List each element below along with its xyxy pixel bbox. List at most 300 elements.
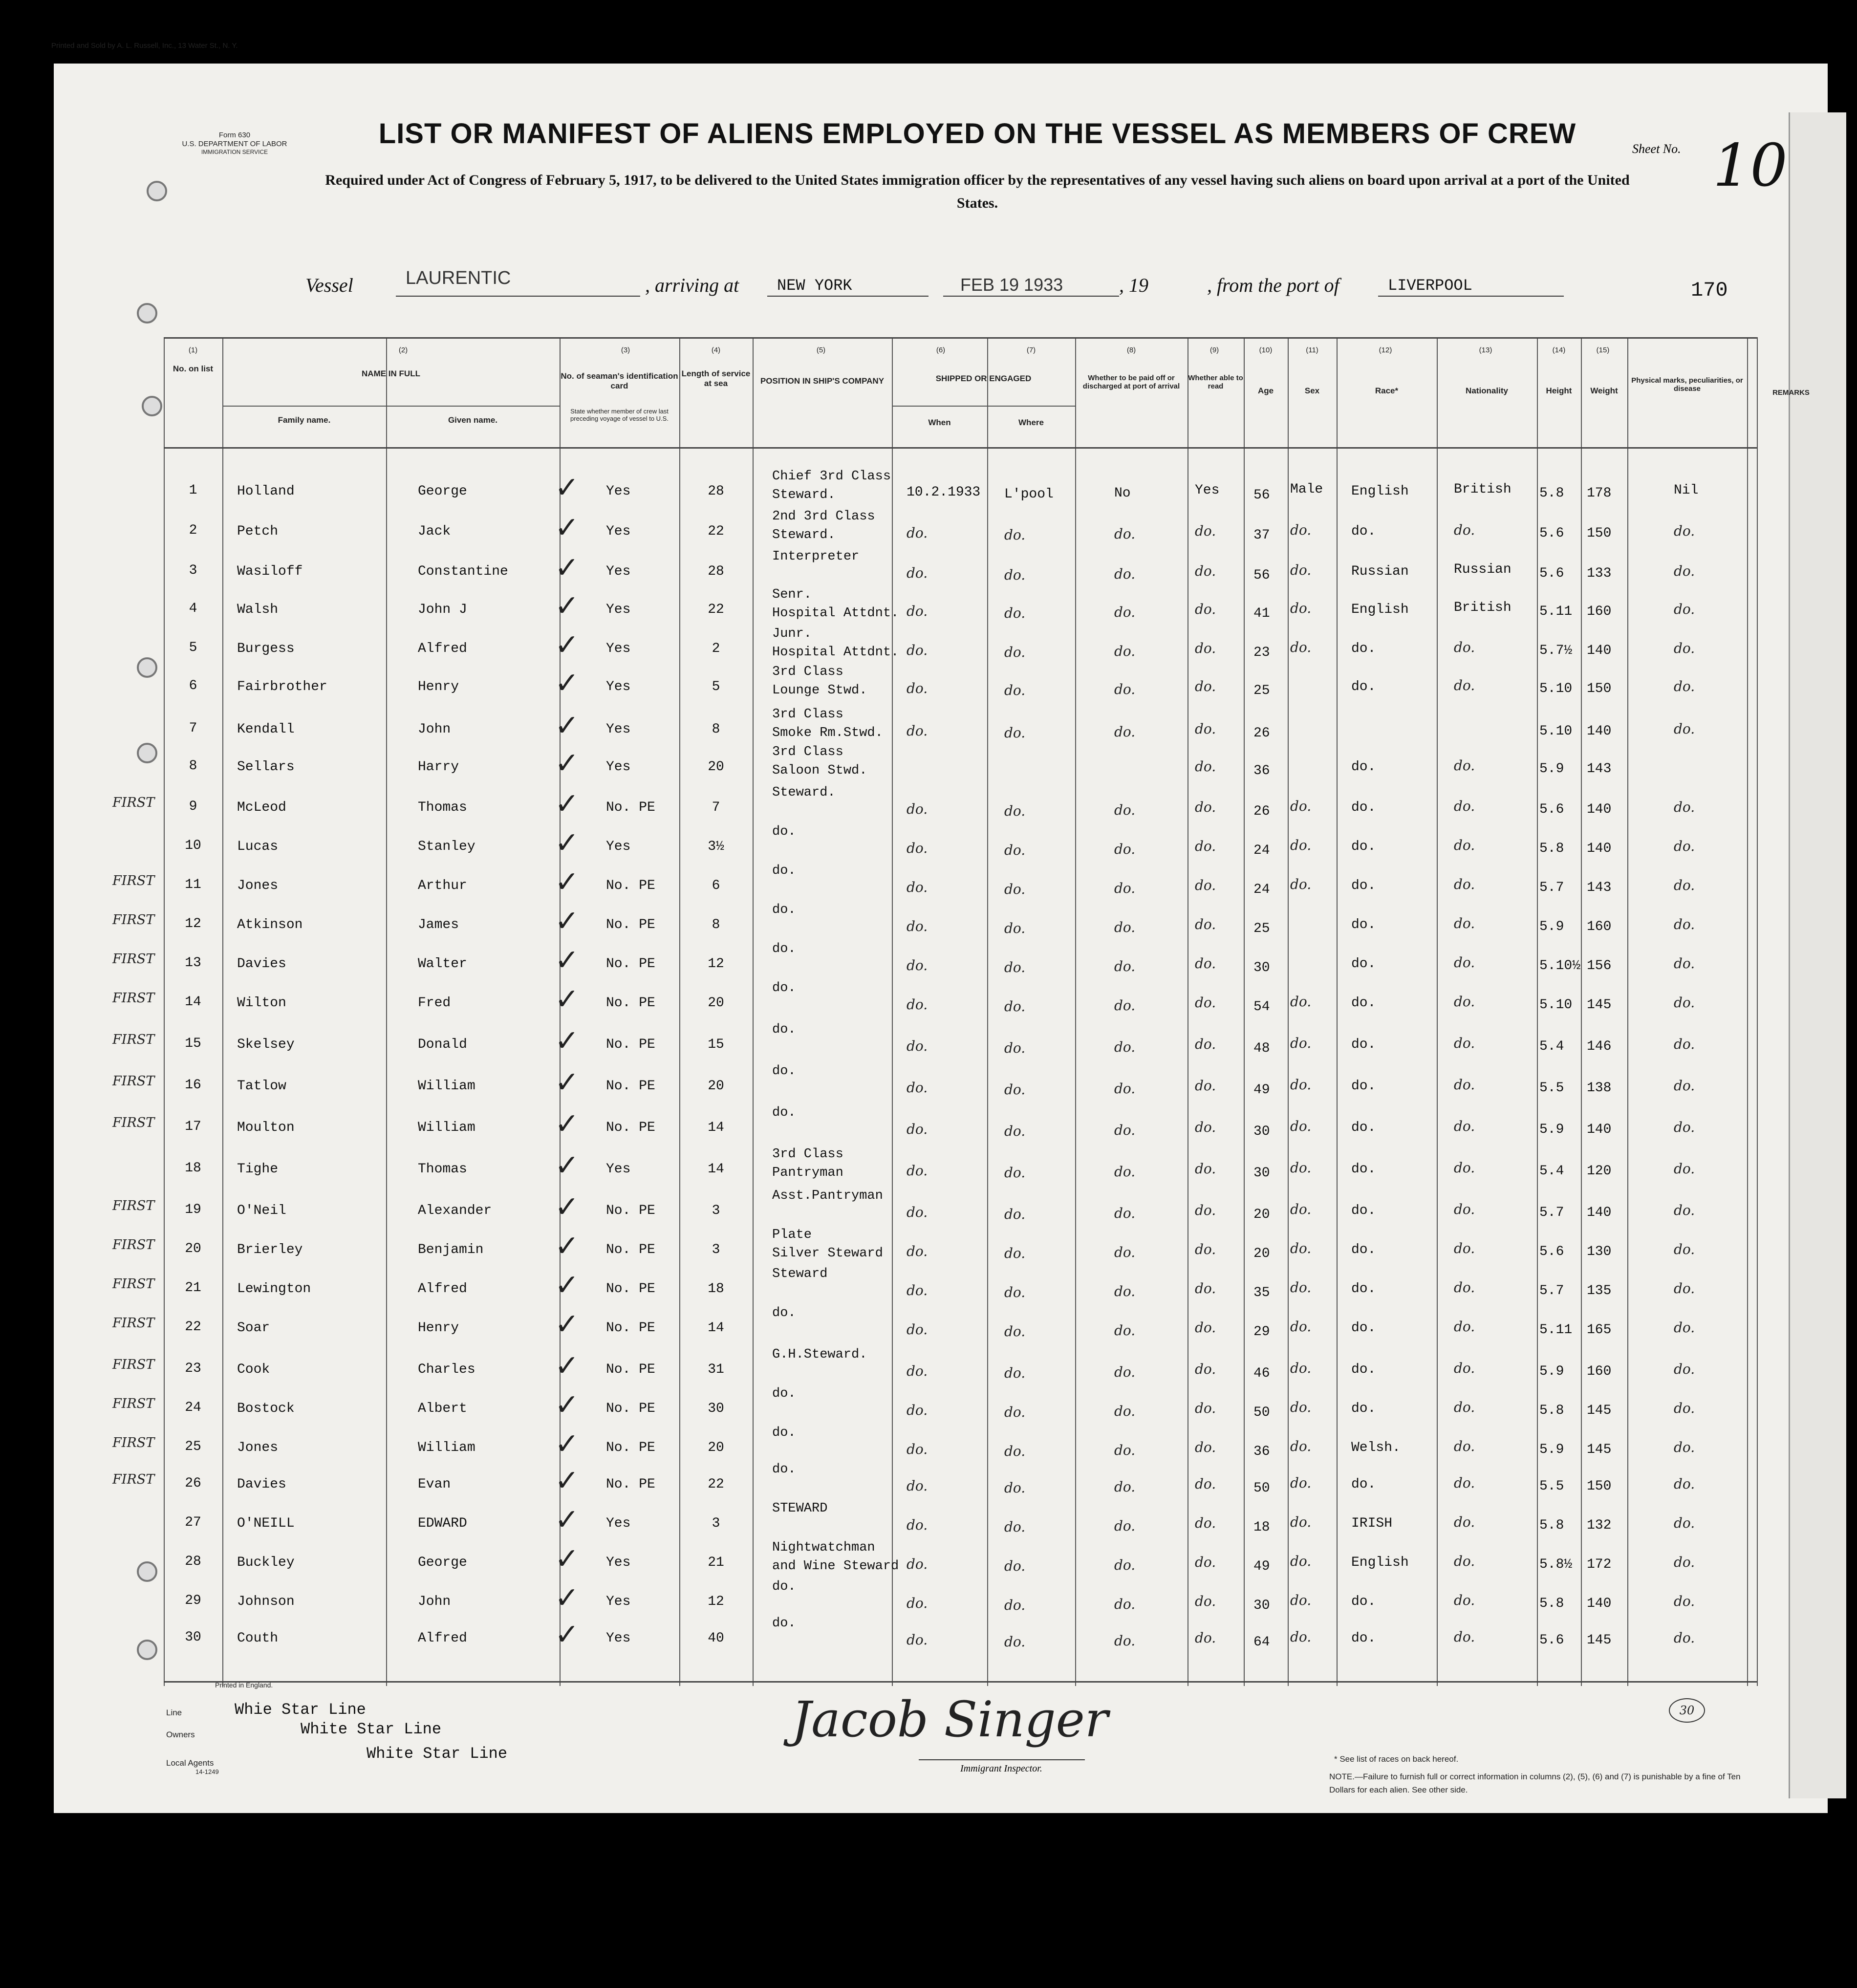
- paid-off: do.: [1114, 1322, 1136, 1339]
- shipped-when: do.: [907, 1282, 928, 1298]
- age: 25: [1253, 683, 1270, 698]
- able-to-read: do.: [1195, 1361, 1216, 1377]
- given-name: Albert: [418, 1401, 467, 1416]
- weight: 138: [1587, 1080, 1612, 1096]
- shipped-where: do.: [1004, 605, 1026, 621]
- shipped-where: do.: [1004, 1323, 1026, 1340]
- check-mark-icon: ✓: [555, 1388, 580, 1422]
- no-on-list-header: No. on list: [173, 364, 214, 373]
- remarks-header: REMARKS: [1772, 389, 1810, 397]
- sex: do.: [1290, 798, 1312, 814]
- age: 56: [1253, 488, 1270, 503]
- paid-off: do.: [1114, 802, 1136, 818]
- family-name: Sellars: [237, 759, 295, 775]
- position-line-1: 3rd Class: [772, 707, 843, 722]
- weight: 150: [1587, 526, 1612, 541]
- shipped-where: do.: [1004, 1634, 1026, 1650]
- shipped-where: do.: [1004, 682, 1026, 698]
- check-mark-icon: ✓: [555, 1464, 580, 1498]
- race: do.: [1351, 1281, 1376, 1297]
- able-to-read: do.: [1195, 1119, 1216, 1135]
- position-line-1: do.: [772, 1462, 796, 1477]
- race: do.: [1351, 1362, 1376, 1377]
- length-of-service: 40: [708, 1631, 724, 1646]
- shipped-when: do.: [907, 1595, 928, 1611]
- column-number: (11): [1306, 346, 1318, 354]
- age: 30: [1253, 1124, 1270, 1139]
- check-mark-icon: ✓: [555, 1268, 580, 1302]
- age-header: Age: [1257, 386, 1274, 395]
- shipped-where: do.: [1004, 1443, 1026, 1459]
- sex: do.: [1290, 1077, 1312, 1093]
- given-name: Benjamin: [418, 1242, 484, 1257]
- length-of-service: 20: [708, 1079, 724, 1094]
- length-of-service: 12: [708, 956, 724, 972]
- inspector-signature: Jacob Singer: [792, 1691, 1108, 1748]
- length-of-service: 22: [708, 1477, 724, 1492]
- paid-off: do.: [1114, 1557, 1136, 1573]
- sex: do.: [1290, 600, 1312, 616]
- length-of-service: 15: [708, 1037, 724, 1052]
- physical-marks: do.: [1674, 1119, 1695, 1135]
- from-port: LIVERPOOL: [1388, 277, 1472, 295]
- race: do.: [1351, 1120, 1376, 1135]
- paid-off: do.: [1114, 1518, 1136, 1534]
- shipped-when: do.: [907, 1441, 928, 1457]
- length-of-service: 21: [708, 1555, 724, 1570]
- length-of-service: 5: [712, 679, 720, 694]
- given-name: Harry: [418, 759, 459, 775]
- printed-in: Printed in England.: [215, 1681, 273, 1689]
- shipped-when: do.: [907, 1243, 928, 1259]
- seaman-note-header: State whether member of crew last preceding voyage of vessel to U.S.: [570, 408, 669, 422]
- able-to-read: do.: [1195, 877, 1216, 893]
- family-name: Brierley: [237, 1242, 303, 1257]
- position-line-1: Senr.: [772, 587, 812, 602]
- position-line-2: Pantryman: [772, 1166, 843, 1180]
- shipped-where: do.: [1004, 881, 1026, 897]
- document-title: LIST OR MANIFEST OF ALIENS EMPLOYED ON THE VESSEL AS MEMBERS OF CREW: [378, 118, 1576, 150]
- sex: do.: [1290, 1438, 1312, 1454]
- shipped-where: do.: [1004, 998, 1026, 1015]
- able-to-read: do.: [1195, 1241, 1216, 1257]
- given-name: Fred: [418, 995, 451, 1011]
- sex: do.: [1290, 1118, 1312, 1134]
- paid-off: do.: [1114, 1039, 1136, 1055]
- penalty-note: NOTE.—Failure to furnish full or correct information in columns (2), (5), (6) and (7) is punishable by a fine of Ten Dollars for each alien. See other side.: [1329, 1772, 1741, 1795]
- check-mark-icon: ✓: [555, 1307, 580, 1341]
- weight: 160: [1587, 919, 1612, 934]
- nationality: do.: [1454, 522, 1475, 538]
- shipped-where: do.: [1004, 1245, 1026, 1261]
- shipped-where: do.: [1004, 1558, 1026, 1574]
- column-number: (15): [1596, 346, 1610, 354]
- race: Welsh.: [1351, 1440, 1401, 1455]
- weight: 165: [1587, 1322, 1612, 1338]
- name-in-full-header: NAME IN FULL: [362, 369, 420, 378]
- seaman-card-status: Yes: [606, 722, 631, 737]
- family-name: Walsh: [237, 602, 279, 617]
- weight: 178: [1587, 486, 1612, 501]
- position-line-1: Interpreter: [772, 549, 860, 564]
- shipped-where: do.: [1004, 842, 1026, 858]
- given-name: William: [418, 1120, 475, 1135]
- row-number: 11: [185, 877, 201, 892]
- sex-header: Sex: [1304, 386, 1320, 395]
- seaman-card-status: Yes: [606, 484, 631, 499]
- sex: do.: [1290, 837, 1312, 853]
- first-voyage-mark: FIRST: [112, 991, 155, 1006]
- weight: 140: [1587, 1205, 1612, 1220]
- age: 49: [1253, 1559, 1270, 1574]
- first-voyage-mark: FIRST: [112, 951, 155, 967]
- length-of-service: 14: [708, 1120, 724, 1135]
- shipped-when: do.: [907, 525, 928, 541]
- weight: 145: [1587, 1403, 1612, 1418]
- physical-marks: do.: [1674, 721, 1695, 737]
- position-line-1: Junr.: [772, 627, 812, 641]
- table-rule: [164, 447, 1757, 449]
- first-voyage-mark: FIRST: [112, 1237, 155, 1253]
- weight: 130: [1587, 1244, 1612, 1259]
- column-divider: [1337, 337, 1338, 1686]
- check-mark-icon: ✓: [555, 1349, 580, 1383]
- physical-marks: do.: [1674, 838, 1695, 854]
- able-to-read: do.: [1195, 678, 1216, 694]
- seaman-card-status: Yes: [606, 839, 631, 854]
- family-name: Davies: [237, 1477, 286, 1492]
- sex: do.: [1290, 1160, 1312, 1176]
- row-number: 28: [185, 1554, 201, 1569]
- service: IMMIGRATION SERVICE: [201, 149, 268, 155]
- shipped-where: do.: [1004, 920, 1026, 936]
- row-number: 1: [189, 483, 197, 498]
- able-to-read: do.: [1195, 838, 1216, 854]
- given-name: Henry: [418, 1320, 459, 1336]
- column-divider: [892, 337, 893, 1686]
- subheader-rule: [892, 406, 1075, 407]
- document-subtitle: Required under Act of Congress of February 5, 1917, to be delivered to the United States immigration officer by the representatives of any vessel having such aliens on board upon arrival at a port of the United States.: [325, 172, 1630, 211]
- shipped-where: L'pool: [1004, 487, 1054, 502]
- race: English: [1351, 484, 1409, 499]
- position-line-1: Chief 3rd Class: [772, 469, 891, 484]
- check-mark-icon: ✓: [555, 471, 580, 505]
- punch-hole: [142, 396, 162, 416]
- column-number: (14): [1552, 346, 1566, 354]
- length-of-service: 18: [708, 1281, 724, 1297]
- form-block: [166, 131, 303, 155]
- seaman-card-status: No. PE: [606, 1242, 655, 1257]
- first-voyage-mark: FIRST: [112, 1396, 155, 1411]
- family-name: Jones: [237, 1440, 279, 1455]
- nationality: do.: [1454, 1077, 1475, 1093]
- row-number: 23: [185, 1361, 201, 1376]
- physical-marks: do.: [1674, 1078, 1695, 1094]
- column-divider: [1747, 337, 1748, 1686]
- height: 5.5: [1539, 1479, 1564, 1494]
- row-number: 13: [185, 955, 201, 971]
- column-divider: [1244, 337, 1245, 1686]
- column-number: (5): [816, 346, 826, 354]
- physical-marks: do.: [1674, 1202, 1695, 1218]
- nationality: do.: [1454, 1118, 1475, 1134]
- nationality: do.: [1454, 639, 1475, 655]
- age: 26: [1253, 804, 1270, 819]
- first-voyage-mark: FIRST: [112, 1435, 155, 1450]
- age: 35: [1253, 1285, 1270, 1300]
- length-of-service: 8: [712, 722, 720, 737]
- check-mark-icon: ✓: [555, 746, 580, 780]
- able-to-read: do.: [1195, 799, 1216, 815]
- physical-marks: do.: [1674, 523, 1695, 539]
- position-line-1: do.: [772, 1064, 796, 1079]
- seaman-card-status: No. PE: [606, 1120, 655, 1135]
- seaman-card-status: No. PE: [606, 1079, 655, 1094]
- seaman-card-status: No. PE: [606, 1401, 655, 1416]
- check-mark-icon: ✓: [555, 1148, 580, 1183]
- paid-off: do.: [1114, 880, 1136, 896]
- column-divider: [386, 337, 387, 1686]
- given-name: Jack: [418, 524, 451, 539]
- paid-off: do.: [1114, 566, 1136, 582]
- seaman-card-status: No. PE: [606, 995, 655, 1011]
- family-name: Burgess: [237, 641, 295, 656]
- check-mark-icon: ✓: [555, 904, 580, 938]
- column-number: (2): [398, 346, 408, 354]
- given-name: George: [418, 484, 467, 499]
- paid-off: do.: [1114, 1164, 1136, 1180]
- seaman-card-status: No. PE: [606, 956, 655, 972]
- weight: 146: [1587, 1039, 1612, 1054]
- nationality: do.: [1454, 757, 1475, 774]
- sex: do.: [1290, 876, 1312, 892]
- length-of-service: 7: [712, 800, 720, 815]
- able-to-read: do.: [1195, 1036, 1216, 1052]
- position-line-1: do.: [772, 864, 796, 878]
- position-line-1: 2nd 3rd Class: [772, 509, 875, 524]
- shipped-when: do.: [907, 1163, 928, 1179]
- position-line-2: Saloon Stwd.: [772, 763, 867, 778]
- sex: do.: [1290, 994, 1312, 1010]
- column-divider: [1537, 337, 1538, 1686]
- nationality: British: [1454, 600, 1512, 615]
- given-name: Charles: [418, 1362, 475, 1377]
- able-to-read: do.: [1195, 523, 1216, 539]
- age: 64: [1253, 1635, 1270, 1650]
- family-name-header: Family name.: [278, 415, 331, 425]
- race: do.: [1351, 1631, 1376, 1646]
- check-mark-icon: ✓: [555, 982, 580, 1016]
- nationality: do.: [1454, 1201, 1475, 1217]
- row-number: 27: [185, 1515, 201, 1530]
- punch-hole: [137, 1640, 157, 1660]
- paid-off: do.: [1114, 724, 1136, 740]
- paid-off: do.: [1114, 1364, 1136, 1380]
- column-number: (13): [1479, 346, 1492, 354]
- able-to-read: do.: [1195, 1476, 1216, 1492]
- paid-off: do.: [1114, 526, 1136, 542]
- race: do.: [1351, 800, 1376, 815]
- height: 5.6: [1539, 526, 1564, 541]
- check-mark-icon: ✓: [555, 709, 580, 743]
- length-of-service: 6: [712, 878, 720, 893]
- able-to-read: do.: [1195, 1439, 1216, 1455]
- vessel-name: LAURENTIC: [406, 268, 511, 288]
- paid-off: do.: [1114, 997, 1136, 1014]
- height: 5.10½: [1539, 958, 1581, 973]
- agents-code: 14-1249: [195, 1768, 219, 1775]
- date-stamp: FEB 19 1933: [960, 275, 1063, 295]
- check-mark-icon: ✓: [555, 1427, 580, 1461]
- check-mark-icon: ✓: [555, 666, 580, 700]
- shipped-where: do.: [1004, 1597, 1026, 1613]
- paid-off: do.: [1114, 1633, 1136, 1649]
- able-to-read: do.: [1195, 563, 1216, 579]
- physical-marks: do.: [1674, 916, 1695, 932]
- page-code: 170: [1691, 279, 1728, 302]
- family-name: McLeod: [237, 800, 286, 815]
- physical-marks: do.: [1674, 1593, 1695, 1609]
- seaman-card-status: No. PE: [606, 800, 655, 815]
- given-name: Thomas: [418, 1162, 467, 1177]
- position-line-2: Smoke Rm.Stwd.: [772, 726, 883, 740]
- physical-marks: do.: [1674, 1319, 1695, 1336]
- nationality: British: [1454, 482, 1512, 497]
- seaman-card-status: Yes: [606, 1555, 631, 1570]
- race: English: [1351, 1555, 1409, 1570]
- able-to-read: do.: [1195, 1593, 1216, 1609]
- sex: do.: [1290, 1475, 1312, 1491]
- family-name: Bostock: [237, 1401, 295, 1416]
- weight: 143: [1587, 761, 1612, 777]
- physical-marks-header: Physical marks, peculiarities, or disease: [1631, 376, 1743, 393]
- column-divider: [753, 337, 754, 1686]
- weight: 140: [1587, 724, 1612, 739]
- able-to-read: do.: [1195, 1202, 1216, 1218]
- able-to-read: do.: [1195, 640, 1216, 656]
- column-divider: [222, 337, 223, 1686]
- first-voyage-mark: FIRST: [112, 1074, 155, 1089]
- given-name: John J: [418, 602, 467, 617]
- column-divider: [987, 337, 988, 1686]
- age: 41: [1253, 606, 1270, 621]
- height: 5.8: [1539, 1596, 1564, 1611]
- family-name: Moulton: [237, 1120, 295, 1135]
- weight: 120: [1587, 1164, 1612, 1179]
- physical-marks: Nil: [1674, 483, 1699, 498]
- weight: 160: [1587, 604, 1612, 619]
- check-mark-icon: ✓: [555, 1503, 580, 1537]
- able-to-read: do.: [1195, 721, 1216, 737]
- column-divider: [1288, 337, 1289, 1686]
- punch-hole: [147, 181, 167, 201]
- first-voyage-mark: FIRST: [112, 1198, 155, 1213]
- shipped-when: do.: [907, 1556, 928, 1572]
- shipped-when: do.: [907, 879, 928, 895]
- given-name: George: [418, 1555, 467, 1570]
- height: 5.5: [1539, 1080, 1564, 1096]
- position-line-2: Steward.: [772, 488, 836, 502]
- given-name: Alfred: [418, 1631, 467, 1646]
- family-name: Buckley: [237, 1555, 295, 1570]
- nationality: do.: [1454, 1035, 1475, 1051]
- able-to-read: do.: [1195, 1515, 1216, 1531]
- race: do.: [1351, 1594, 1376, 1609]
- row-number: 2: [189, 523, 197, 538]
- row-number: 26: [185, 1476, 201, 1491]
- races-note: * See list of races on back hereof.: [1334, 1754, 1459, 1764]
- race: do.: [1351, 956, 1376, 972]
- position-line-1: do.: [772, 1306, 796, 1320]
- length-of-service: 3½: [708, 839, 724, 854]
- nationality: do.: [1454, 1592, 1475, 1608]
- shipped-where: do.: [1004, 1404, 1026, 1420]
- row-number: 24: [185, 1400, 201, 1415]
- height: 5.7: [1539, 880, 1564, 895]
- height: 5.10: [1539, 997, 1573, 1013]
- length-of-service: 14: [708, 1162, 724, 1177]
- weight: 156: [1587, 958, 1612, 973]
- row-number: 17: [185, 1119, 201, 1134]
- row-number: 12: [185, 916, 201, 931]
- height: 5.6: [1539, 566, 1564, 581]
- department: U.S. DEPARTMENT OF LABOR: [182, 140, 287, 148]
- agents-value: White Star Line: [367, 1745, 508, 1763]
- position-line-2: Silver Steward: [772, 1246, 883, 1261]
- seaman-card-status: No. PE: [606, 1362, 655, 1377]
- position-line-2: Steward.: [772, 528, 836, 542]
- position-line-1: do.: [772, 824, 796, 839]
- length-of-service: 2: [712, 641, 720, 656]
- race: do.: [1351, 1162, 1376, 1177]
- seaman-card-status: Yes: [606, 564, 631, 579]
- family-name: O'Neil: [237, 1203, 286, 1218]
- first-voyage-mark: FIRST: [112, 1357, 155, 1372]
- shipped-where: do.: [1004, 725, 1026, 741]
- column-divider: [1581, 337, 1582, 1686]
- age: 36: [1253, 763, 1270, 778]
- able-to-read: do.: [1195, 916, 1216, 932]
- weight: 132: [1587, 1518, 1612, 1533]
- position-line-1: do.: [772, 1616, 796, 1631]
- first-voyage-mark: FIRST: [112, 1115, 155, 1130]
- paid-off: do.: [1114, 1283, 1136, 1299]
- seaman-card-status: No. PE: [606, 878, 655, 893]
- sex: do.: [1290, 1240, 1312, 1256]
- family-name: Wasiloff: [237, 564, 303, 579]
- shipped-where: do.: [1004, 1165, 1026, 1181]
- column-number: (9): [1209, 346, 1219, 354]
- nationality: do.: [1454, 1438, 1475, 1454]
- age: 26: [1253, 726, 1270, 741]
- seaman-card-status: Yes: [606, 1162, 631, 1177]
- position-line-2: and Wine Steward: [772, 1559, 899, 1574]
- family-name: Atkinson: [237, 917, 303, 932]
- line-value: Whie Star Line: [235, 1701, 366, 1719]
- age: 24: [1253, 843, 1270, 858]
- sex: do.: [1290, 1279, 1312, 1296]
- physical-marks: do.: [1674, 994, 1695, 1011]
- length-of-service: 12: [708, 1594, 724, 1609]
- shipped-when: 10.2.1933: [907, 485, 981, 500]
- shipped-where: do.: [1004, 1040, 1026, 1056]
- given-name: John: [418, 722, 451, 737]
- shipped-when: do.: [907, 1363, 928, 1379]
- family-name: Lewington: [237, 1281, 311, 1297]
- punch-hole: [137, 303, 157, 324]
- sex: do.: [1290, 1201, 1312, 1217]
- printer-note: Printed and Sold by A. L. Russell, Inc., 13 Water St., N. Y.: [51, 42, 238, 50]
